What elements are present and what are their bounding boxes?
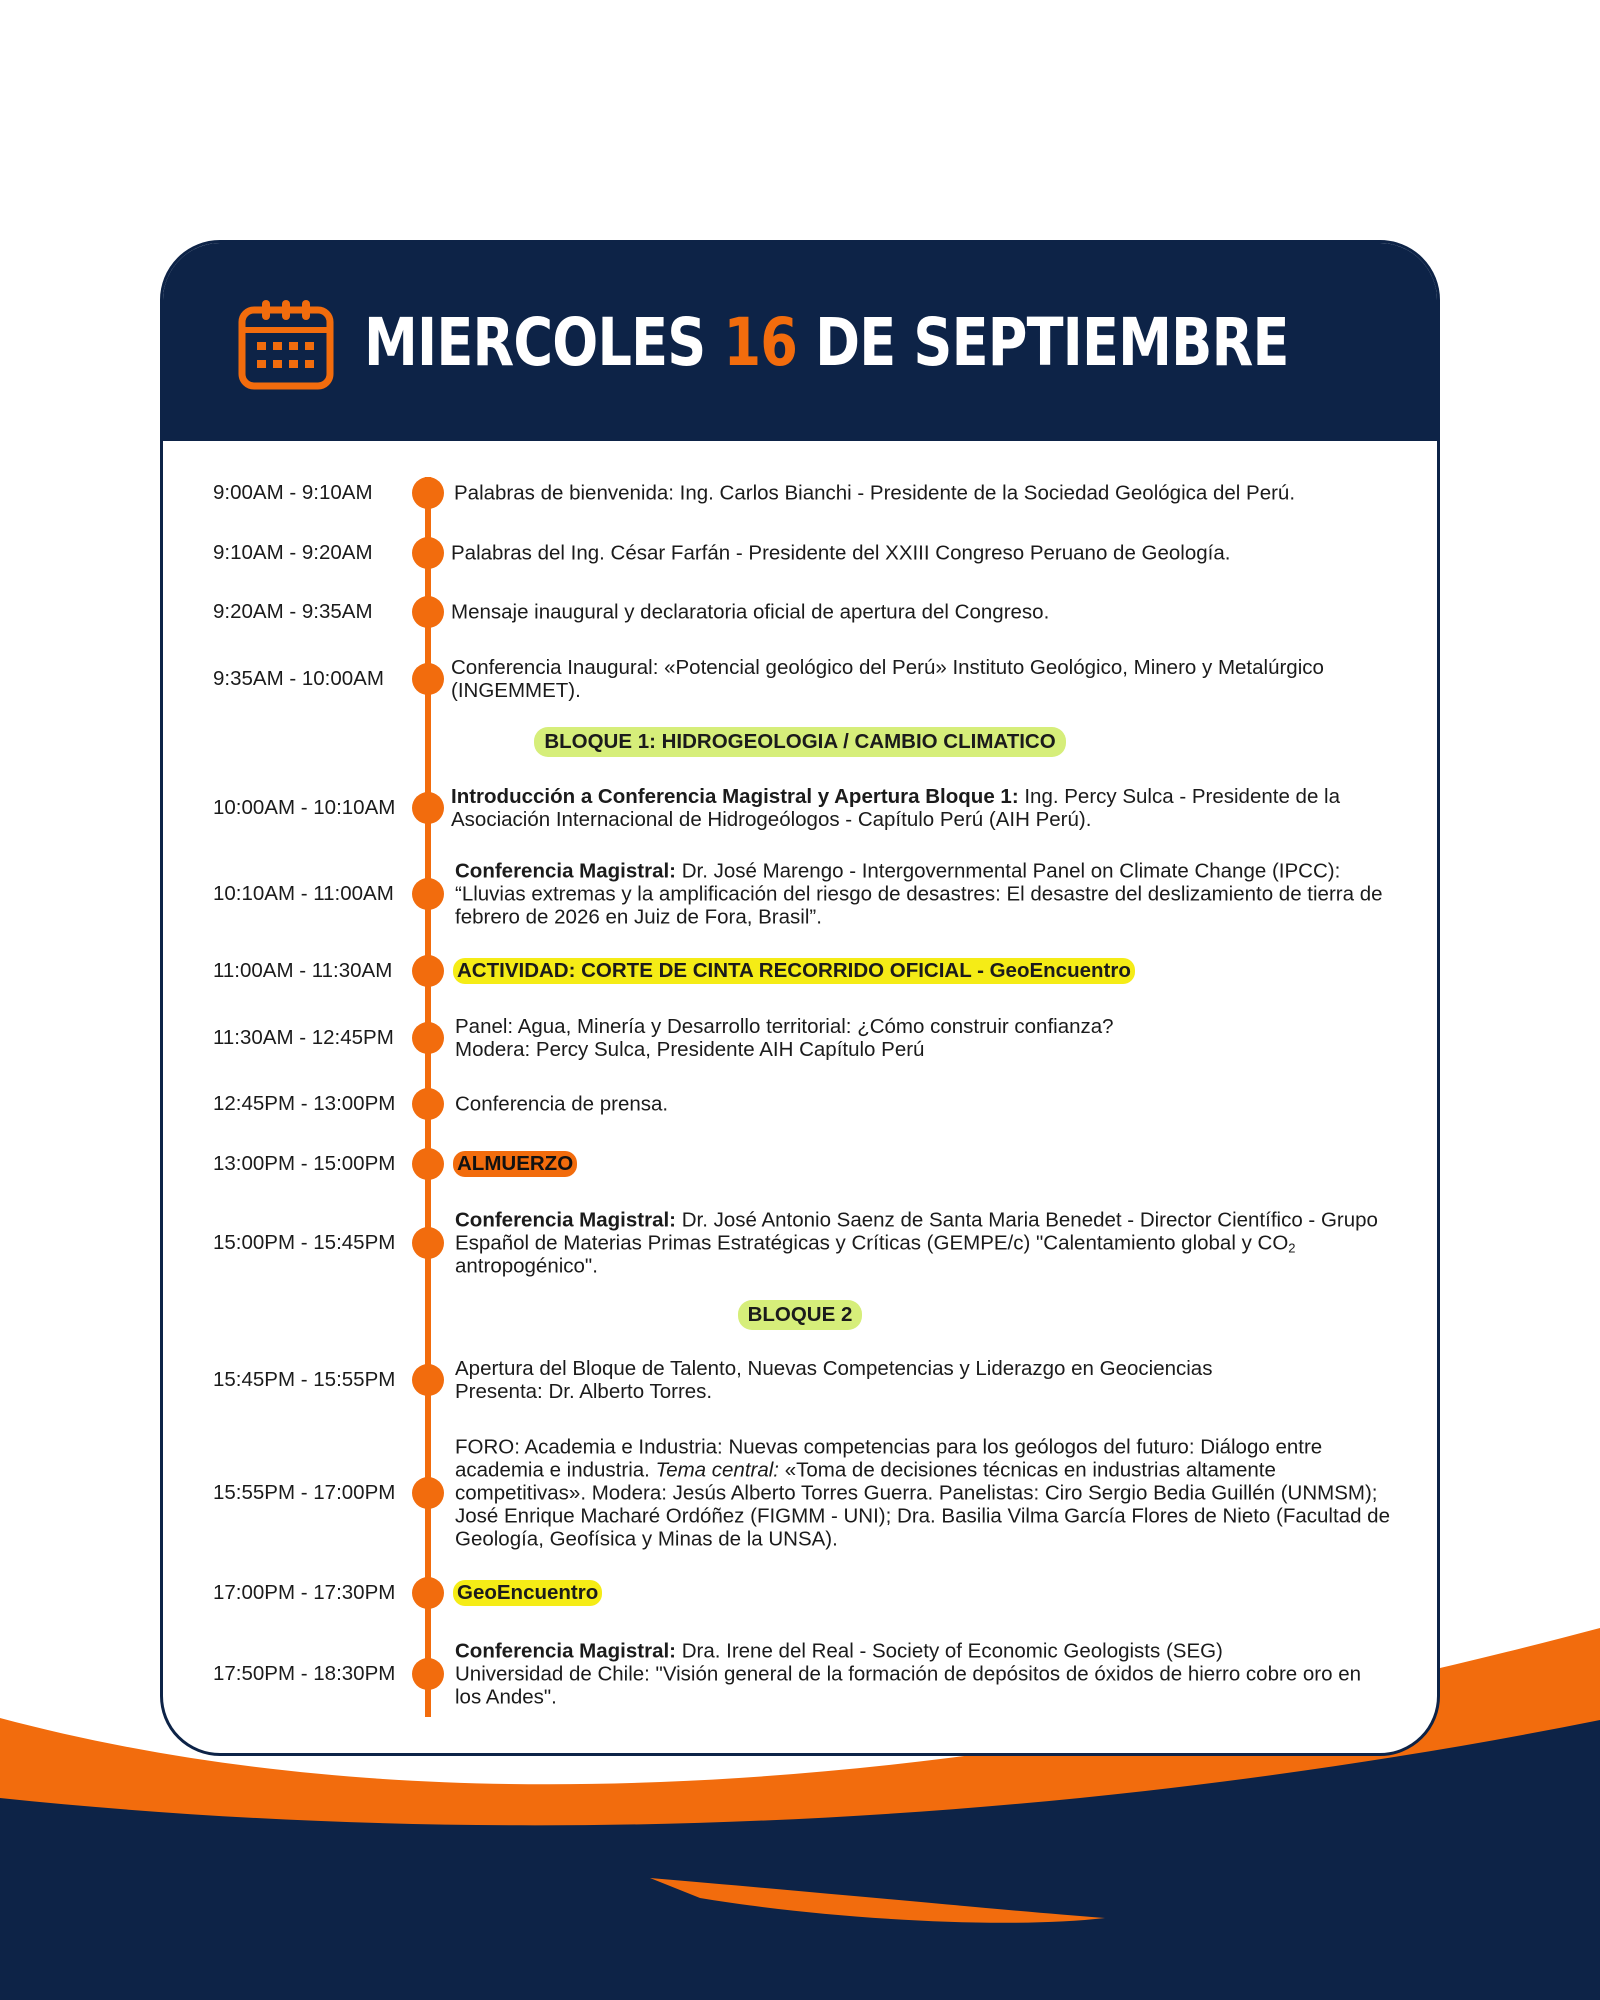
item-time: 9:00AM - 9:10AM (213, 481, 373, 504)
block-1-label: BLOQUE 1: HIDROGEOLOGIA / CAMBIO CLIMATICO (163, 727, 1437, 757)
item-time: 17:50PM - 18:30PM (213, 1662, 396, 1685)
item-description: Conferencia Inaugural: «Potencial geológico del Perú» Instituto Geológico, Minero y Metalúrgico (INGEMMET). (451, 656, 1324, 702)
item-description: Palabras de bienvenida: Ing. Carlos Bianchi - Presidente de la Sociedad Geológica del Perú. (454, 481, 1296, 505)
item-description: Palabras del Ing. César Farfán - Presidente del XXIII Congreso Peruano de Geología. (451, 541, 1231, 565)
item-description: Conferencia Magistral: Dr. José Marengo - Intergovernmental Panel on Climate Change (IPCC): “Lluvias extremas y la amplificación del riesgo de desastres: El desastre del deslizamiento de tierra de febrero de 2026 en Juiz de Fora, Brasil”. (455, 859, 1383, 929)
item-description (455, 958, 1425, 984)
geoencuentro-highlight: GeoEncuentro (453, 1580, 602, 1606)
item-time: 11:30AM - 12:45PM (213, 1026, 394, 1049)
item-bold-lead: Introducción a Conferencia Magistral y Apertura Bloque 1: (451, 785, 1019, 808)
item-time: 9:10AM - 9:20AM (213, 541, 373, 564)
item-time: 10:00AM - 10:10AM (213, 796, 396, 819)
item-description: Conferencia Magistral: Dr. José Antonio Saenz de Santa Maria Benedet - Director Científico - Grupo Español de Materias Primas Estratégicas y Críticas (GEMPE/c) "Calentamiento global y $CO_2$ antropogénico". (455, 1208, 1378, 1278)
timeline-dot (412, 477, 444, 509)
timeline-dot (412, 1022, 444, 1054)
timeline-dot (412, 878, 444, 910)
schedule-card (160, 240, 1440, 1756)
timeline-dot (412, 1088, 444, 1120)
timeline-dot (412, 955, 444, 987)
timeline-dot (412, 792, 444, 824)
lunch-highlight: ALMUERZO (453, 1151, 577, 1177)
item-time: 15:00PM - 15:45PM (213, 1231, 396, 1254)
item-time: 17:00PM - 17:30PM (213, 1581, 396, 1604)
timeline-dot (412, 1364, 444, 1396)
item-time: 10:10AM - 11:00AM (213, 882, 394, 905)
item-description: FORO: Academia e Industria: Nuevas competencias para los geólogos del futuro: Diálogo entre academia e industria. Tema central: «Toma de decisiones técnicas en industrias altamente competitivas». Modera: Jesús Alberto Torres Guerra. Panelistas: Ciro Sergio Bedia Guillén (UNMSM); José Enrique Macharé Ordóñez (FIGMM - UNI); Dra. Basilia Vilma García Flores de Nieto (Facultad de Geología, Geofísica y Minas de la UNSA). (455, 1435, 1390, 1551)
item-description: Panel: Agua, Minería y Desarrollo territorial: ¿Cómo construir confianza? Modera: Percy Sulca, Presidente AIH Capítulo Perú (455, 1015, 1114, 1061)
day-number: 16 (723, 303, 798, 381)
item-time: 13:00PM - 15:00PM (213, 1152, 396, 1175)
timeline-dot (412, 596, 444, 628)
timeline-dot (412, 1658, 444, 1690)
timeline-dot (412, 1577, 444, 1609)
item-time: 15:45PM - 15:55PM (213, 1368, 396, 1391)
item-description: Apertura del Bloque de Talento, Nuevas Competencias y Liderazgo en Geociencias Presenta: Dr. Alberto Torres. (455, 1357, 1213, 1403)
activity-highlight: ACTIVIDAD: CORTE DE CINTA RECORRIDO OFICIAL - GeoEncuentro (453, 958, 1135, 984)
calendar-icon (238, 298, 334, 390)
item-bold-lead: Conferencia Magistral: (455, 859, 676, 883)
item-bold-lead: Conferencia Magistral: (455, 1639, 676, 1663)
card-header (163, 243, 1437, 441)
item-time: 12:45PM - 13:00PM (213, 1092, 396, 1115)
item-time: 15:55PM - 17:00PM (213, 1481, 396, 1504)
item-time: 9:20AM - 9:35AM (213, 600, 373, 623)
item-time: 9:35AM - 10:00AM (213, 667, 384, 690)
timeline-dot (412, 663, 444, 695)
item-description: Conferencia Magistral: Dra. Irene del Real - Society of Economic Geologists (SEG) Universidad de Chile: "Visión general de la formación de depósitos de óxidos de hierro cobre oro en los Andes". (455, 1639, 1362, 1709)
item-description (455, 1580, 1425, 1606)
timeline-dot (412, 1477, 444, 1509)
item-bold-lead: Conferencia Magistral: (455, 1208, 676, 1232)
block-2-label: BLOQUE 2 (163, 1300, 1437, 1330)
item-description: Conferencia de prensa. (455, 1092, 669, 1116)
timeline-dot (412, 1148, 444, 1180)
item-time: 11:00AM - 11:30AM (213, 959, 393, 982)
item-description: Introducción a Conferencia Magistral y Apertura Bloque 1: Ing. Percy Sulca - Presidente de la Asociación Internacional de Hidrogeólogos - Capítulo Perú (AIH Perú). (451, 785, 1340, 831)
timeline-dot (412, 1227, 444, 1259)
timeline-dot (412, 537, 444, 569)
page-title: MIERCOLES 16 DE SEPTIEMBRE (364, 303, 1289, 381)
item-description: Mensaje inaugural y declaratoria oficial de apertura del Congreso. (451, 600, 1050, 624)
item-description (455, 1151, 1425, 1177)
